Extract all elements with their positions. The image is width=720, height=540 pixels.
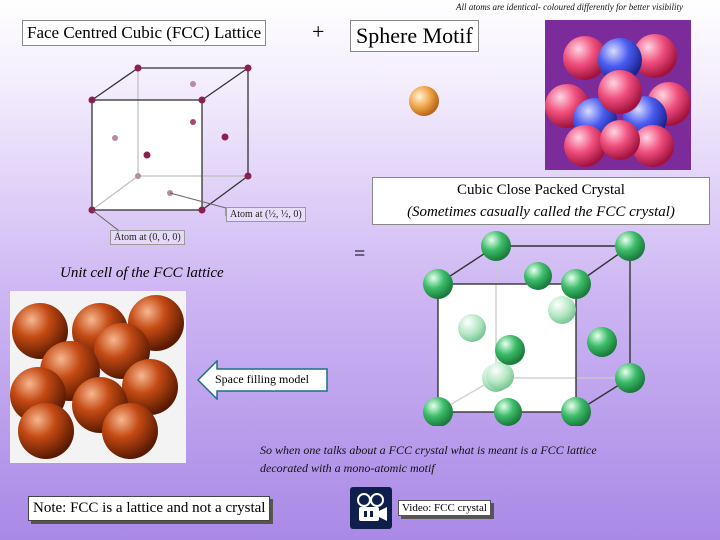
video-camera-icon[interactable] xyxy=(350,487,392,529)
sphere-motif-title: Sphere Motif xyxy=(350,20,479,52)
visibility-note: All atoms are identical- coloured differently for better visibility xyxy=(456,2,683,12)
space-filling-callout xyxy=(197,360,329,405)
ccp-model-image xyxy=(545,20,691,170)
video-fcc-crystal-link[interactable]: Video: FCC crystal xyxy=(398,500,491,516)
ccp-caption xyxy=(372,177,710,225)
ccp-title: Cubic Close Packed Crystal xyxy=(457,182,625,198)
motif-sphere xyxy=(405,82,443,120)
fcc-lattice-title: Face Centred Cubic (FCC) Lattice xyxy=(22,20,266,46)
ccp-subtitle: (Sometimes casually called the FCC crystal) xyxy=(407,204,675,220)
atom-half-half-zero-label: Atom at (½, ½, 0) xyxy=(226,207,306,222)
atom-origin-label: Atom at (0, 0, 0) xyxy=(110,230,185,245)
space-filling-label: Space filling model xyxy=(215,372,309,386)
space-filling-model-image xyxy=(10,291,186,463)
explanation-text xyxy=(260,441,597,477)
ccp-cube-diagram xyxy=(420,228,660,426)
video-camera-glyph xyxy=(350,487,392,529)
explanation-line-2: decorated with a mono-atomic motif xyxy=(260,461,435,475)
equals-sign: = xyxy=(354,243,366,265)
plus-sign: + xyxy=(312,19,325,44)
unit-cell-caption: Unit cell of the FCC lattice xyxy=(60,265,224,281)
fcc-note: Note: FCC is a lattice and not a crystal xyxy=(28,496,270,521)
explanation-line-1: So when one talks about a FCC crystal what is meant is a FCC lattice xyxy=(260,443,597,457)
